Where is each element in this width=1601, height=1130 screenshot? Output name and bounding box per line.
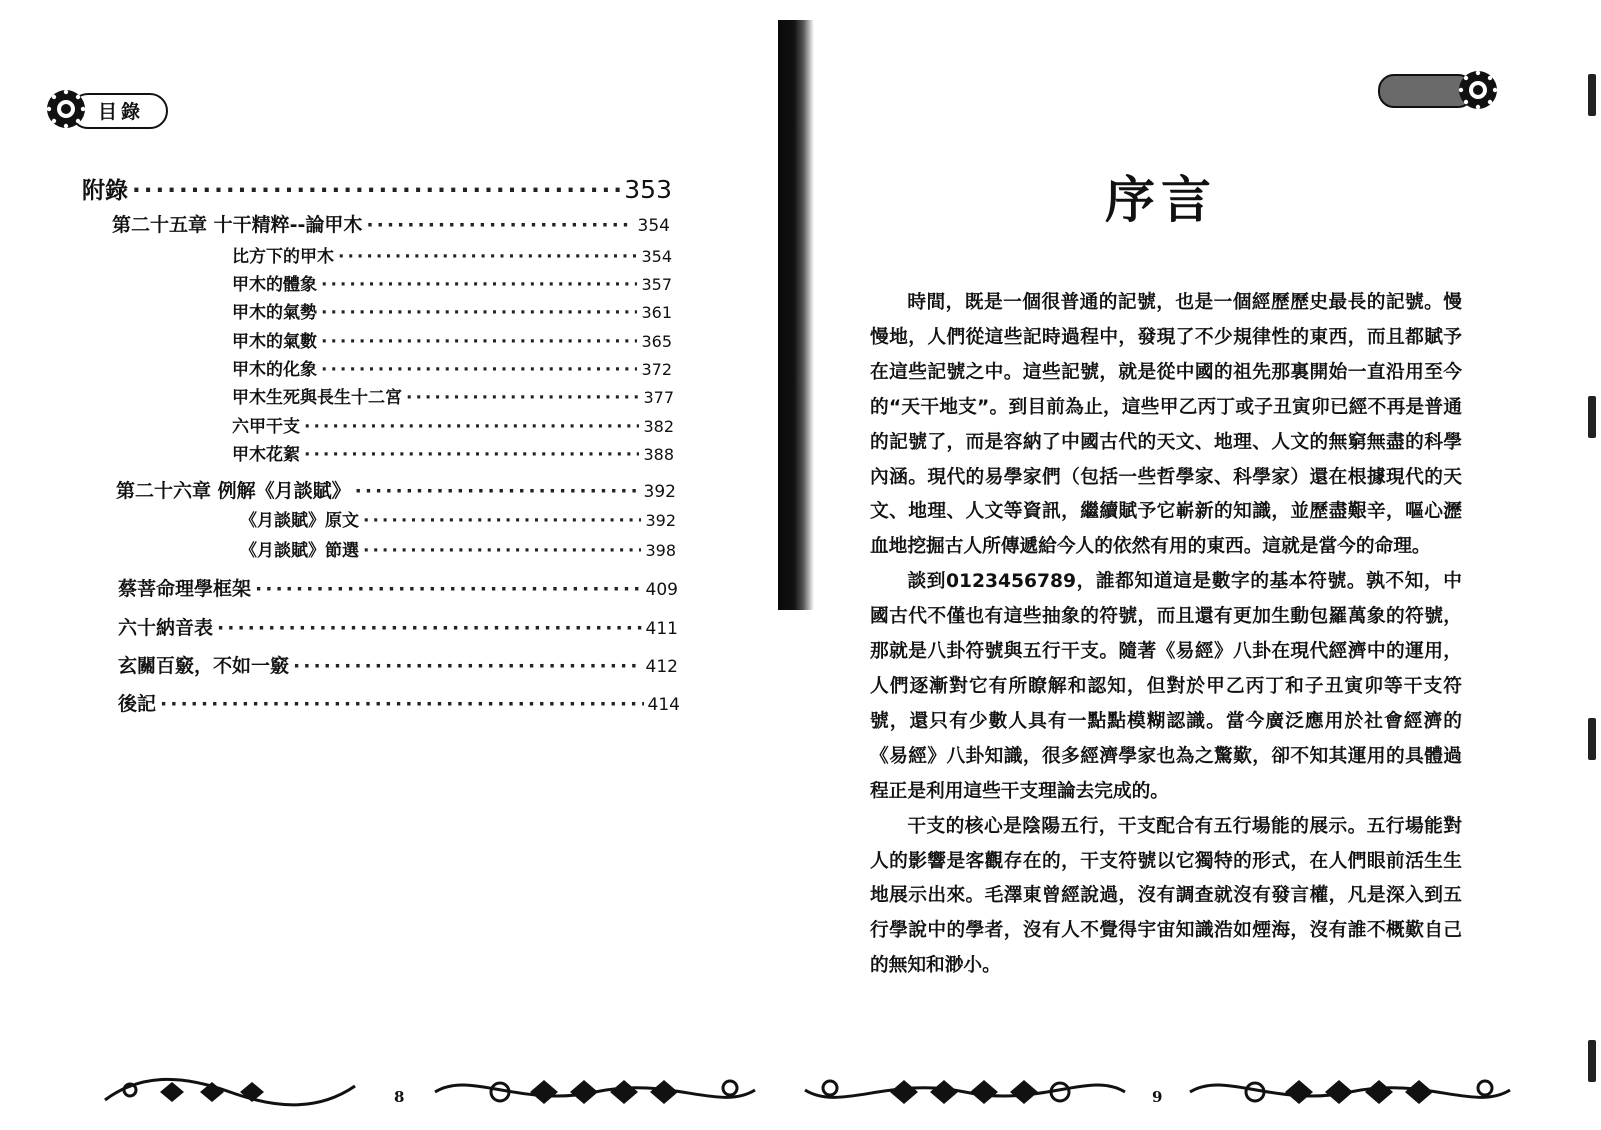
toc-entry-title: 甲木的氣勢 xyxy=(232,303,317,323)
toc-entry xyxy=(232,355,672,380)
toc-entry xyxy=(232,270,672,295)
toc-entry xyxy=(118,613,678,640)
toc-entry-page: 357 xyxy=(641,275,672,294)
toc-leader-dots xyxy=(293,655,642,677)
toc-entry-page: 365 xyxy=(641,332,672,351)
book-spine-shadow xyxy=(778,20,814,610)
toc-entry-title: 《月談賦》原文 xyxy=(240,511,359,531)
toc-entry-title: 比方下的甲木 xyxy=(232,247,334,267)
toc-entry xyxy=(118,651,678,678)
toc-entry-title: 甲木的化象 xyxy=(232,360,317,380)
toc-entry xyxy=(232,298,672,323)
toc-entry-page: 392 xyxy=(643,482,676,502)
preface-header-tab xyxy=(1378,68,1500,112)
page-number-right: 9 xyxy=(1152,1088,1163,1106)
page-number-left: 8 xyxy=(394,1088,405,1106)
toc-leader-dots xyxy=(338,247,637,267)
toc-leader-dots xyxy=(217,617,642,639)
preface-paragraph: 干支的核心是陰陽五行，干支配合有五行場能的展示。五行場能對人的影響是客觀存在的，干支符號以它獨特的形式，在人們眼前活生生地展示出來。毛澤東曾經說過，沒有調查就沒有發言權，凡是深入到五行學說中的學者，沒有人不覺得宇宙知識浩如煙海，沒有誰不概歎自己的無知和渺小。 xyxy=(870,815,1462,977)
toc-entry xyxy=(232,412,674,437)
toc-entry-page: 409 xyxy=(645,580,678,600)
toc-entry-title: 《月談賦》節選 xyxy=(240,541,359,561)
toc-leader-dots xyxy=(355,480,640,502)
toc-entry-title: 六甲干支 xyxy=(232,417,300,437)
toc-leader-dots xyxy=(366,214,633,236)
toc-entry-title: 六十納音表 xyxy=(118,617,214,639)
vine-ornament-icon xyxy=(1185,1072,1515,1112)
toc-entry xyxy=(232,242,672,267)
toc-entry xyxy=(116,476,676,503)
toc-entry-page: 372 xyxy=(641,360,672,379)
toc-tab-label: 目錄 xyxy=(98,101,145,123)
toc-entry-title: 蔡菩命理學框架 xyxy=(118,578,252,600)
toc-entry-page: 392 xyxy=(645,511,676,530)
toc-entry-page: 398 xyxy=(645,541,676,560)
toc-entry xyxy=(232,440,674,465)
vine-ornament-icon xyxy=(800,1072,1130,1112)
preface-paragraph: 時間，既是一個很普通的記號，也是一個經歷歷史最長的記號。慢慢地，人們從這些記時過程中，發現了不少規律性的東西，而且都賦予在這些記號之中。這些記號，就是從中國的祖先那裏開始一直沿用至今的“天干地支”。到目前為止，這些甲乙丙丁或子丑寅卯已經不再是普通的記號了，而是容納了中國古代的天文、地理、人文的無窮無盡的科學內涵。現代的易學家們（包括一些哲學家、科學家）還在根據現代的天文、地理、人文等資訊，繼續賦予它嶄新的知識，並歷盡艱辛，嘔心瀝血地挖掘古人所傳遞給今人的依然有用的東西。這就是當今的命理。 xyxy=(870,292,1462,558)
toc-entry-page: 411 xyxy=(645,619,678,639)
page-edge-mark xyxy=(1588,718,1596,760)
toc-entry-page: 414 xyxy=(647,695,680,715)
page-edge-mark xyxy=(1588,396,1596,438)
toc-leader-dots xyxy=(321,360,637,380)
toc-entry-title: 甲木生死與長生十二宮 xyxy=(232,388,402,408)
flower-ornament-icon xyxy=(44,87,88,131)
toc-entry-title: 第二十五章 十干精粹--論甲木 xyxy=(112,214,363,236)
toc-entry-page: 353 xyxy=(624,175,672,204)
toc-entry-page: 361 xyxy=(641,303,672,322)
page-edge-mark xyxy=(1588,74,1596,116)
flower-ornament-icon xyxy=(1456,68,1500,112)
toc-entry-title: 附錄 xyxy=(82,178,128,204)
toc-entry-title: 玄關百竅，不如一竅 xyxy=(118,655,290,677)
toc-entry-title: 第二十六章 例解《月談賦》 xyxy=(116,480,351,502)
toc-leader-dots xyxy=(321,275,637,295)
toc-entry-page: 354 xyxy=(637,216,670,236)
preface-paragraph: 談到0123456789，誰都知道這是數字的基本符號。孰不知，中國古代不僅也有這些抽象的符號，而且還有更加生動包羅萬象的符號，那就是八卦符號與五行干支。隨著《易經》八卦在現代經濟中的運用，人們逐漸對它有所瞭解和認知，但對於甲乙丙丁和子丑寅卯等干支符號，還只有少數人具有一點點模糊認識。當今廣泛應用於社會經濟的《易經》八卦知識，很多經濟學家也為之驚歎，卻不知其運用的具體過程正是利用這些干支理論去完成的。 xyxy=(870,571,1462,802)
toc-entry xyxy=(118,689,680,716)
toc-leader-dots xyxy=(321,332,637,352)
preface-body xyxy=(870,286,1462,984)
toc-entry xyxy=(82,172,672,205)
toc-entry xyxy=(232,327,672,352)
toc-leader-dots xyxy=(255,578,642,600)
footer-ornaments xyxy=(0,1072,1601,1112)
left-page xyxy=(0,0,778,1130)
vine-ornament-icon xyxy=(100,1072,360,1112)
toc-leader-dots xyxy=(321,303,637,323)
toc-leader-dots xyxy=(304,417,639,437)
toc-leader-dots xyxy=(406,388,639,408)
toc-entry-page: 412 xyxy=(645,657,678,677)
toc-entry-page: 382 xyxy=(643,417,674,436)
toc-entry xyxy=(112,210,670,237)
toc-entry-page: 377 xyxy=(643,388,674,407)
vine-ornament-icon xyxy=(430,1072,760,1112)
toc-leader-dots xyxy=(304,445,639,465)
toc-leader-dots xyxy=(363,511,641,531)
toc-entry xyxy=(240,506,676,531)
toc-entry xyxy=(232,383,674,408)
toc-leader-dots xyxy=(160,693,644,715)
toc-entry-title: 甲木的氣數 xyxy=(232,332,317,352)
toc-entry xyxy=(118,574,678,601)
toc-entry xyxy=(240,536,676,561)
toc-entry-page: 388 xyxy=(643,445,674,464)
preface-title: 序言 xyxy=(1105,170,1217,229)
toc-entry-page: 354 xyxy=(641,247,672,266)
toc-entry-title: 後記 xyxy=(118,693,157,715)
toc-header-tab xyxy=(44,90,168,130)
toc-leader-dots xyxy=(363,541,641,561)
toc-leader-dots xyxy=(132,178,620,204)
toc-entry-title: 甲木花絮 xyxy=(232,445,300,465)
toc-entry-title: 甲木的體象 xyxy=(232,275,317,295)
